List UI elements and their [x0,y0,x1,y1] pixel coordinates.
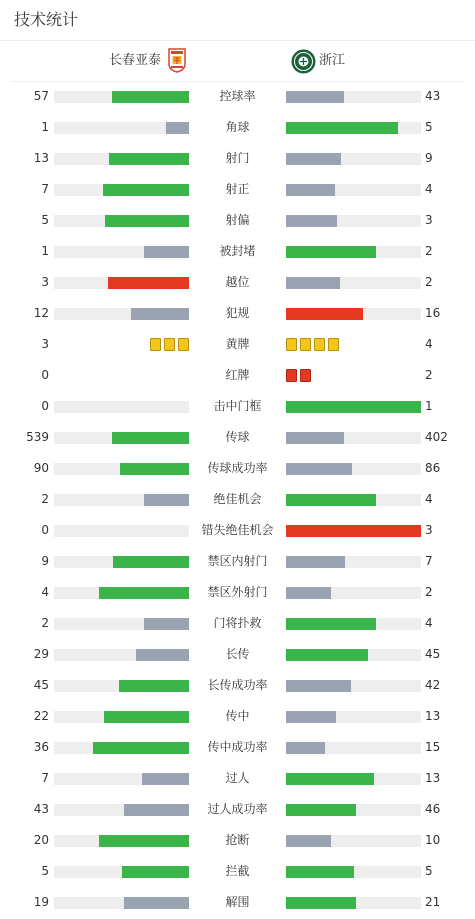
stat-row [0,546,475,577]
home-bar-track [54,897,189,909]
away-bar-fill [286,463,352,475]
stat-row [0,360,475,391]
away-bar-fill [286,246,376,258]
stat-row [0,453,475,484]
away-bar-fill [286,711,336,723]
home-value: 0 [41,368,49,382]
away-bar-track [286,680,421,692]
away-value: 402 [425,430,448,444]
stat-label: 控球率 [219,89,256,103]
away-bar-track [286,215,421,227]
home-bar-track [54,649,189,661]
away-value: 5 [425,864,433,878]
home-bar-track [54,122,189,134]
away-bar-fill [286,215,337,227]
home-bar-fill [104,711,189,723]
changchun-yatai-crest-icon[interactable] [168,48,186,73]
stat-label: 解围 [225,895,250,909]
away-value: 43 [425,89,441,103]
away-value: 5 [425,120,433,134]
away-value: 4 [425,337,433,351]
red-card-icon [286,369,297,382]
home-bar-track [54,153,189,165]
stat-row [0,391,475,422]
away-bar-fill [286,494,376,506]
stat-row [0,856,475,887]
stat-row [0,205,475,236]
away-bar-fill [286,122,398,134]
stat-label: 被封堵 [219,244,256,258]
home-value: 1 [41,244,49,258]
yellow-card-icon [178,338,189,351]
zhejiang-crest-icon[interactable] [291,49,316,74]
stat-label: 击中门框 [213,399,262,413]
away-bar-fill [286,432,344,444]
stat-label: 传中成功率 [207,740,268,754]
home-bar-fill [144,618,189,630]
stat-row [0,763,475,794]
away-bar-fill [286,866,354,878]
away-value: 4 [425,182,433,196]
home-value: 20 [33,833,49,847]
home-value: 7 [41,182,49,196]
away-value: 2 [425,244,433,258]
home-bar-fill [99,835,189,847]
red-card-icon [300,369,311,382]
away-value: 13 [425,709,441,723]
stat-label: 传球 [225,430,250,444]
home-bar-track [54,742,189,754]
away-bar-fill [286,308,363,320]
away-bar-fill [286,618,376,630]
stat-row [0,639,475,670]
away-bar-track [286,308,421,320]
home-value: 13 [33,151,49,165]
away-bar-track [286,246,421,258]
home-value: 0 [41,399,49,413]
stat-label: 黄牌 [225,337,250,351]
home-bar-fill [109,153,189,165]
home-value: 90 [33,461,49,475]
yellow-card-icon [314,338,325,351]
home-value: 19 [33,895,49,909]
stat-label: 射正 [225,182,250,196]
away-bar-track [286,649,421,661]
away-value: 3 [425,523,433,537]
home-value: 22 [33,709,49,723]
home-bar-fill [119,680,189,692]
home-bar-track [54,494,189,506]
away-bar-track [286,773,421,785]
teams-header [0,42,475,80]
home-bar-track [54,277,189,289]
stat-row [0,732,475,763]
home-bar-track [54,804,189,816]
away-bar-fill [286,742,325,754]
home-bar-track [54,525,189,537]
away-bar-track [286,184,421,196]
stat-label: 拦截 [225,864,250,878]
stat-row [0,329,475,360]
divider [0,40,475,41]
away-bar-fill [286,401,421,413]
home-bar-track [54,835,189,847]
away-bar-track [286,804,421,816]
away-value: 7 [425,554,433,568]
stat-label: 过人 [225,771,250,785]
home-bar-fill [124,897,189,909]
away-bar-fill [286,525,421,537]
home-value: 5 [41,864,49,878]
stat-label: 长传成功率 [207,678,268,692]
home-value: 0 [41,523,49,537]
home-value: 4 [41,585,49,599]
home-value: 5 [41,213,49,227]
home-value: 9 [41,554,49,568]
home-bar-fill [136,649,189,661]
away-bar-fill [286,804,356,816]
home-bar-fill [112,91,189,103]
away-value: 42 [425,678,441,692]
home-bar-fill [144,494,189,506]
home-cards [150,338,189,351]
stat-row [0,825,475,856]
yellow-card-icon [300,338,311,351]
away-bar-track [286,401,421,413]
away-value: 86 [425,461,441,475]
away-bar-track [286,556,421,568]
stat-label: 射偏 [225,213,250,227]
away-value: 13 [425,771,441,785]
away-value: 10 [425,833,441,847]
home-bar-fill [105,215,189,227]
away-bar-fill [286,277,340,289]
away-cards [286,338,339,351]
stat-row [0,174,475,205]
away-value: 9 [425,151,433,165]
home-bar-track [54,618,189,630]
away-value: 46 [425,802,441,816]
yellow-card-icon [328,338,339,351]
home-bar-fill [108,277,189,289]
away-team-name[interactable]: 浙江 [319,53,346,68]
home-value: 3 [41,337,49,351]
away-bar-track [286,587,421,599]
stat-label: 绝佳机会 [213,492,262,506]
away-bar-track [286,835,421,847]
home-team-name[interactable]: 长春亚泰 [108,53,161,68]
home-value: 1 [41,120,49,134]
home-bar-track [54,556,189,568]
home-bar-track [54,215,189,227]
away-bar-fill [286,184,335,196]
home-value: 45 [33,678,49,692]
home-value: 3 [41,275,49,289]
away-bar-track [286,897,421,909]
home-bar-track [54,680,189,692]
home-bar-fill [112,432,189,444]
away-bar-fill [286,153,341,165]
away-bar-track [286,432,421,444]
stat-row [0,236,475,267]
away-bar-track [286,866,421,878]
away-cards [286,369,311,382]
stat-row [0,670,475,701]
stat-row [0,422,475,453]
away-bar-fill [286,556,345,568]
stat-row [0,577,475,608]
stat-label: 射门 [225,151,250,165]
stat-label: 抢断 [225,833,250,847]
away-bar-track [286,463,421,475]
home-value: 43 [33,802,49,816]
home-bar-fill [93,742,189,754]
stat-label: 角球 [225,120,250,134]
home-bar-fill [99,587,189,599]
away-bar-track [286,525,421,537]
home-bar-fill [122,866,190,878]
stat-label: 红牌 [225,368,250,382]
away-bar-fill [286,897,356,909]
away-value: 16 [425,306,441,320]
away-bar-track [286,494,421,506]
away-value: 21 [425,895,441,909]
away-bar-fill [286,773,374,785]
away-value: 4 [425,492,433,506]
stat-label: 传中 [225,709,250,723]
home-bar-track [54,463,189,475]
home-bar-track [54,184,189,196]
yellow-card-icon [286,338,297,351]
stats-list [0,81,475,918]
home-bar-track [54,587,189,599]
away-value: 3 [425,213,433,227]
away-value: 45 [425,647,441,661]
home-value: 2 [41,492,49,506]
stat-row [0,267,475,298]
stat-row [0,794,475,825]
away-bar-track [286,153,421,165]
stat-row [0,887,475,918]
home-bar-track [54,711,189,723]
home-value: 7 [41,771,49,785]
home-bar-fill [144,246,189,258]
stat-label: 错失绝佳机会 [201,523,274,537]
away-bar-fill [286,835,331,847]
home-value: 29 [33,647,49,661]
page-title: 技术统计 [14,10,79,29]
yellow-card-icon [164,338,175,351]
home-bar-fill [131,308,189,320]
home-bar-fill [103,184,189,196]
home-bar-track [54,432,189,444]
home-bar-track [54,773,189,785]
home-bar-fill [166,122,189,134]
home-value: 57 [33,89,49,103]
home-bar-fill [113,556,189,568]
home-bar-track [54,401,189,413]
home-value: 36 [33,740,49,754]
stat-row [0,608,475,639]
stat-row [0,515,475,546]
stat-row [0,298,475,329]
stat-label: 越位 [225,275,250,289]
stat-label: 禁区内射门 [207,554,268,568]
stat-label: 门将扑救 [213,616,262,630]
away-bar-track [286,618,421,630]
home-value: 12 [33,306,49,320]
away-value: 1 [425,399,433,413]
home-bar-track [54,91,189,103]
away-value: 2 [425,368,433,382]
away-value: 2 [425,585,433,599]
stat-label: 过人成功率 [207,802,268,816]
stat-row [0,701,475,732]
home-value: 539 [26,430,49,444]
home-bar-track [54,246,189,258]
stat-row [0,484,475,515]
stat-row [0,112,475,143]
away-bar-fill [286,649,368,661]
home-bar-track [54,866,189,878]
yellow-card-icon [150,338,161,351]
away-value: 15 [425,740,441,754]
home-bar-fill [124,804,189,816]
stat-label: 长传 [225,647,250,661]
home-bar-fill [142,773,189,785]
stat-row [0,143,475,174]
away-bar-track [286,277,421,289]
stat-row [0,81,475,112]
away-value: 4 [425,616,433,630]
home-bar-fill [120,463,189,475]
away-bar-fill [286,91,344,103]
away-bar-fill [286,680,351,692]
away-bar-fill [286,587,331,599]
home-value: 2 [41,616,49,630]
away-bar-track [286,711,421,723]
home-bar-track [54,308,189,320]
stat-label: 犯规 [225,306,250,320]
away-bar-track [286,122,421,134]
stat-label: 传球成功率 [207,461,268,475]
away-value: 2 [425,275,433,289]
away-bar-track [286,91,421,103]
stat-label: 禁区外射门 [207,585,268,599]
away-bar-track [286,742,421,754]
